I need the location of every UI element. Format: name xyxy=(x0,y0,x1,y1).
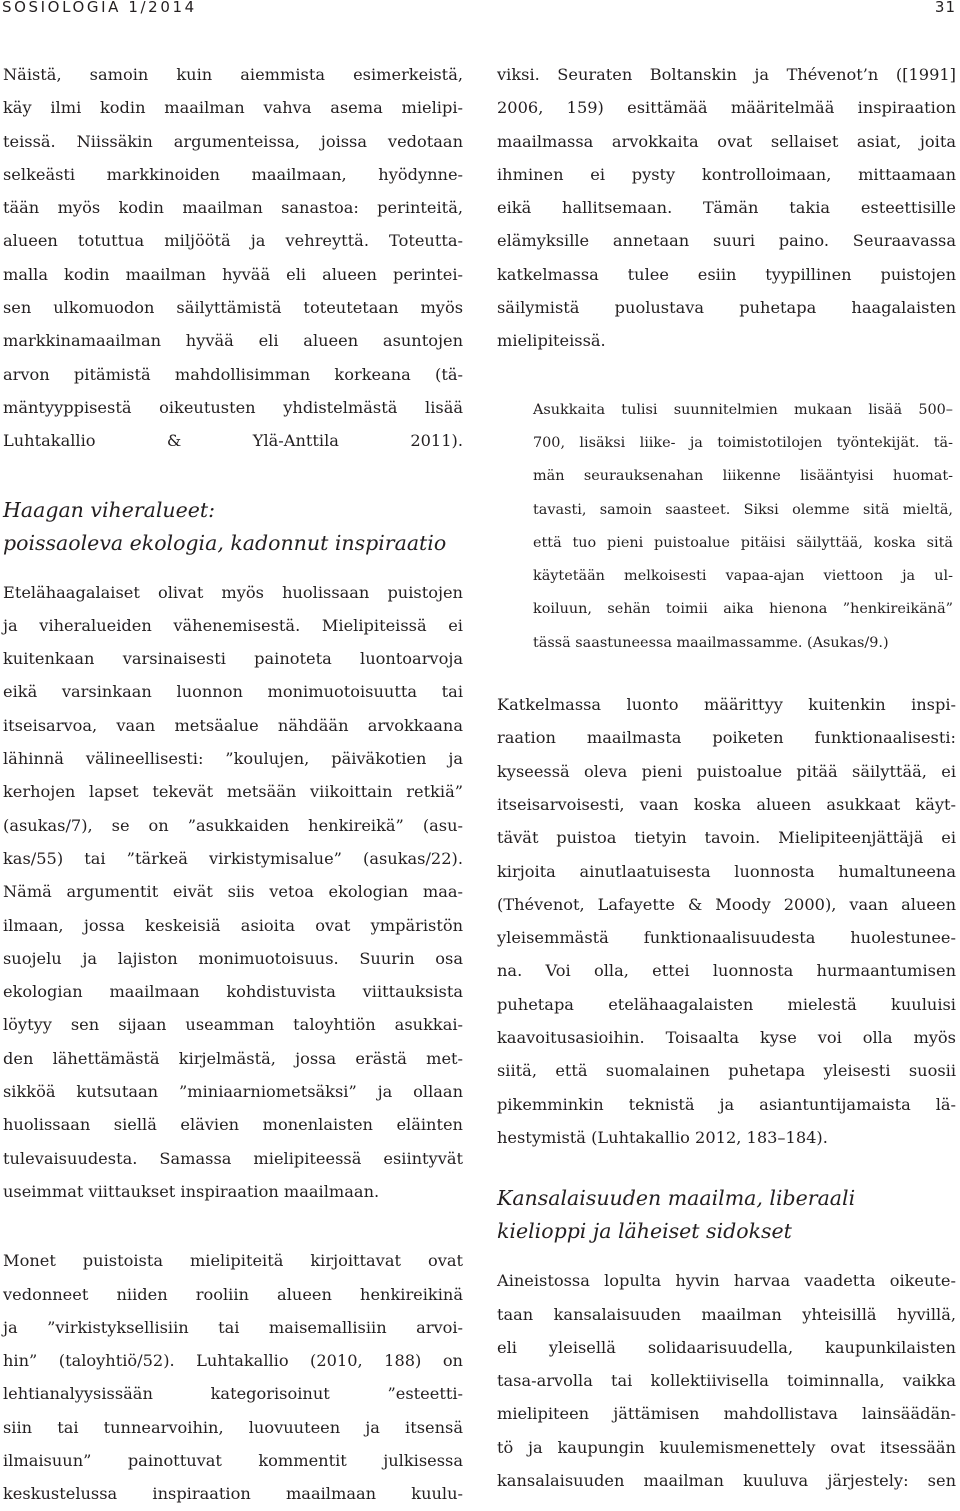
text-line: ekologian maailmaan kohdistuvista viittauksista xyxy=(3,982,463,1002)
text-line: viksi. Seuraten Boltanskin ja Thévenot’n ([1991] xyxy=(497,65,956,84)
section-heading-kansalaisuuden-maailma xyxy=(497,1182,956,1248)
text-line: mielipiteissä. xyxy=(497,331,606,351)
text-line: ilmaan, jossa keskeisiä asioita ovat ympäristön xyxy=(3,915,463,935)
text-line: markkinamaailman hyvää eli alueen asuntojen xyxy=(3,331,463,351)
right-paragraph-2 xyxy=(497,688,956,1154)
text-line: alueen totuttua miljöötä ja vehreyttä. Toteutta- xyxy=(3,231,463,251)
text-line: kaavoitusasioihin. Toisaalta kyse voi olla myös xyxy=(497,1028,956,1048)
text-line: arvon pitämistä mahdollisimman korkeana (tä- xyxy=(3,364,463,384)
page-number: 31 xyxy=(934,0,956,16)
text-line: tö ja kaupungin kuulemismenettely ovat itsessään xyxy=(497,1437,956,1457)
text-line: lehtianalyysissään kategorisoinut ”esteetti- xyxy=(3,1384,463,1404)
text-line: huolissaan siellä elävien monenlaisten eläinten xyxy=(3,1115,463,1135)
text-line: mielipiteen jättämisen mahdollistava lainsäädän- xyxy=(497,1404,956,1424)
text-line: kyseessä oleva pieni puistoalue pitää säilyttää, ei xyxy=(497,761,956,781)
text-line: tavasti, samoin saasteet. Siksi olemme sitä mieltä, xyxy=(533,501,953,518)
text-line: elämyksille annetaan suuri paino. Seuraavassa xyxy=(497,231,956,251)
text-line: kas/55) tai ”tärkeä virkistymisalue” (asukas/22). xyxy=(3,848,463,868)
text-line: katkelmassa tulee esiin tyypillinen puistojen xyxy=(497,264,956,284)
text-line: puhetapa etelähaagalaisten mielestä kuuluisi xyxy=(497,994,956,1014)
text-line: Monet puistoista mielipiteitä kirjoittavat ovat xyxy=(3,1251,463,1271)
text-line: 700, lisäksi liike- ja toimistotilojen työntekijät. tä- xyxy=(533,434,953,451)
text-line: Katkelmassa luonto määrittyy kuitenkin inspi- xyxy=(497,695,956,715)
text-line: kirjoita ainutlaatuisesta luonnosta humaltuneena xyxy=(497,861,956,881)
running-header xyxy=(0,0,960,22)
text-line: män seurauksenahan liikenne lisääntyisi huomat- xyxy=(533,468,953,485)
section-heading-haagan-viheralueet xyxy=(3,494,463,560)
text-line: itseisarvoisesti, vaan koska alueen asukkaat käyt- xyxy=(497,794,956,814)
text-line: pikemminkin teknistä ja asiantuntijamaista lä- xyxy=(497,1094,956,1114)
text-line: Luhtakallio & Ylä-Anttila 2011). xyxy=(3,431,463,451)
text-line: Aineistossa lopulta hyvin harvaa vaadetta oikeute- xyxy=(497,1271,956,1291)
text-line: kuitenkaan varsinaisesti painoteta luontoarvoja xyxy=(3,649,463,669)
text-line: ja viheralueiden vähenemisestä. Mielipiteissä ei xyxy=(3,615,463,635)
text-line: eli yleisellä solidaarisuudella, kaupunkilaisten xyxy=(497,1337,956,1357)
text-line: hestymistä (Luhtakallio 2012, 183–184). xyxy=(497,1127,828,1147)
text-line: käy ilmi kodin maailman vahva asema mielipi- xyxy=(3,98,463,118)
text-line: suojelu ja lajiston monimuotoisuus. Suurin osa xyxy=(3,948,463,968)
text-line: Etelähaagalaiset olivat myös huolissaan puistojen xyxy=(3,582,463,602)
left-column xyxy=(3,58,463,1511)
text-line: tävät puistoa tietyin tavoin. Mielipiteenjättäjä ei xyxy=(497,828,956,848)
text-line: Näistä, samoin kuin aiemmista esimerkeistä, xyxy=(3,65,463,84)
text-line: maailmassa arvokkaita ovat sellaiset asiat, joita xyxy=(497,131,956,151)
text-line: Nämä argumentit eivät siis vetoa ekologian maa- xyxy=(3,882,463,902)
text-line: Kansalaisuuden maailma, liberaali xyxy=(497,1186,856,1211)
text-line: että tuo pieni puistoalue pitäisi säilyttää, koska sitä xyxy=(533,534,953,551)
text-line: löytyy sen sijaan useamman taloyhtiön asukkai- xyxy=(3,1015,463,1035)
text-line: malla kodin maailman hyvää eli alueen perintei- xyxy=(3,264,463,284)
text-line: vedonneet niiden rooliin alueen henkireikinä xyxy=(3,1284,463,1304)
text-line: Haagan viheralueet: xyxy=(3,497,216,522)
text-line: mäntyyppisestä oikeutusten yhdistelmästä lisää xyxy=(3,397,463,417)
left-paragraph-3 xyxy=(3,1244,463,1510)
text-line: käytetään melkoisesti vapaa-ajan viettoon ja ul- xyxy=(533,568,953,585)
journal-issue: SOSIOLOGIA 1/2014 xyxy=(2,0,197,16)
right-paragraph-3 xyxy=(497,1264,956,1497)
text-line: taan kansalaisuuden maailman yhteisillä hyvillä, xyxy=(497,1304,956,1324)
text-line: den lähettämästä kirjelmästä, jossa erästä met- xyxy=(3,1048,463,1068)
text-line: poissaoleva ekologia, kadonnut inspiraatio xyxy=(3,530,447,555)
text-line: yleisemmästä funktionaalisuudesta huolestunee- xyxy=(497,928,956,948)
right-column xyxy=(497,58,956,1497)
text-line: tään myös kodin maailman sanastoa: perinteitä, xyxy=(3,198,463,218)
block-quote-asukas-9 xyxy=(533,394,953,660)
text-line: 2006, 159) esittämää määritelmää inspiraation xyxy=(497,98,956,118)
text-line: ja ”virkistyksellisiin tai maisemallisiin arvoi- xyxy=(3,1317,463,1337)
text-line: säilymistä puolustava puhetapa haagalaisten xyxy=(497,298,956,318)
text-line: sikköä kutsutaan ”miniaarniometsäksi” ja ollaan xyxy=(3,1082,463,1102)
text-line: na. Voi olla, ettei luonnosta hurmaantumisen xyxy=(497,961,956,981)
text-line: tasa-arvolla tai kollektiivisella toiminnalla, vaikka xyxy=(497,1371,956,1391)
text-line: raation maailmasta poiketen funktionaalisesti: xyxy=(497,728,956,748)
text-line: ihminen ei pysty kontrolloimaan, mittaamaan xyxy=(497,164,956,184)
text-line: sen ulkomuodon säilyttämistä toteutetaan myös xyxy=(3,298,463,318)
text-line: kansalaisuuden maailman kuuluva järjestely: sen xyxy=(497,1470,956,1490)
text-line: itseisarvoa, vaan metsäalue nähdään arvokkaana xyxy=(3,715,463,735)
text-line: kerhojen lapset tekevät metsään viikoittain retkiä” xyxy=(3,782,463,802)
text-line: tässä saastuneessa maailmassamme. (Asukas/9.) xyxy=(533,634,889,651)
left-paragraph-1 xyxy=(3,58,463,458)
text-line: teissä. Niissäkin argumenteissa, joissa vedotaan xyxy=(3,131,463,151)
text-line: kielioppi ja läheiset sidokset xyxy=(497,1219,792,1244)
text-line: eikä varsinkaan luonnon monimuotoisuutta tai xyxy=(3,682,463,702)
text-line: useimmat viittaukset inspiraation maailmaan. xyxy=(3,1181,380,1201)
text-line: hin” (taloyhtiö/52). Luhtakallio (2010, 188) on xyxy=(3,1351,463,1371)
text-line: Asukkaita tulisi suunnitelmien mukaan lisää 500– xyxy=(533,401,953,418)
text-line: (asukas/7), se on ”asukkaiden henkireikä” (asu- xyxy=(3,815,463,835)
text-line: koiluun, sehän toimii aika hienona ”henkireikänä” xyxy=(533,601,953,618)
text-line: keskustelussa inspiraation maailmaan kuulu- xyxy=(3,1484,463,1504)
text-line: siitä, että suomalainen puhetapa yleisesti suosii xyxy=(497,1061,956,1081)
right-paragraph-1 xyxy=(497,58,956,358)
text-line: (Thévenot, Lafayette & Moody 2000), vaan alueen xyxy=(497,894,956,914)
text-line: selkeästi markkinoiden maailmaan, hyödynne- xyxy=(3,164,463,184)
left-paragraph-2 xyxy=(3,576,463,1209)
text-line: lähinnä välineellisesti: ”koulujen, päiväkotien ja xyxy=(3,749,463,769)
text-line: ilmaisuun” painottuvat kommentit julkisessa xyxy=(3,1450,463,1470)
text-line: tulevaisuudesta. Samassa mielipiteessä esiintyvät xyxy=(3,1148,463,1168)
text-line: siin tai tunnearvoihin, luovuuteen ja itsensä xyxy=(3,1417,463,1437)
text-line: eikä hallitsemaan. Tämän takia esteettisille xyxy=(497,198,956,218)
